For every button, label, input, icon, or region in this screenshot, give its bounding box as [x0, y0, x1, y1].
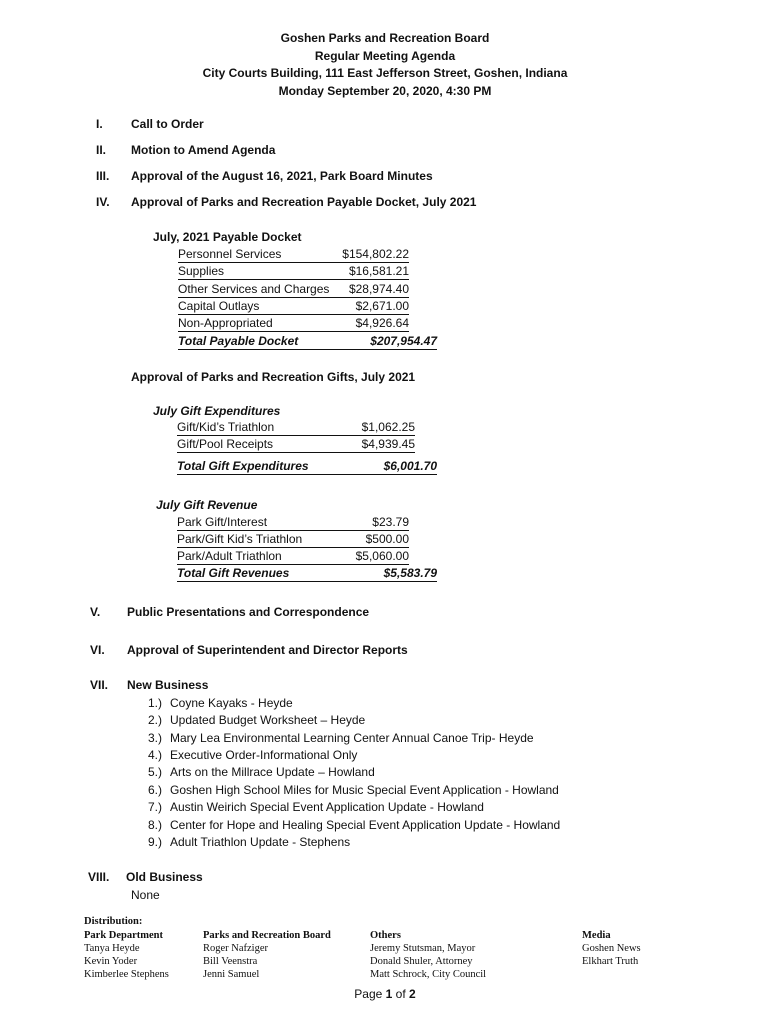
item-text: Executive Order-Informational Only — [170, 748, 358, 762]
section-1-title: Call to Order — [131, 117, 204, 131]
gift-revenue-row — [177, 549, 409, 566]
new-business-item — [148, 713, 365, 727]
header-subtitle: Regular Meeting Agenda — [314, 48, 456, 63]
distribution-park-department — [84, 929, 169, 981]
item-number: 4.) — [148, 748, 163, 762]
docket-row-label: Capital Outlays — [178, 299, 260, 313]
distribution-name: Jeremy Stutsman, Mayor — [370, 943, 476, 954]
new-business-item — [148, 783, 559, 797]
docket-total-amount: $207,954.47 — [370, 334, 437, 348]
item-number: 9.) — [148, 835, 163, 849]
new-business-item — [148, 731, 534, 745]
docket-row-label: Personnel Services — [178, 247, 282, 261]
gift-expenditure-row — [177, 420, 415, 437]
section-5-number: V. — [90, 605, 101, 619]
item-text: Austin Weirich Special Event Application Update - Howland — [170, 800, 484, 814]
section-2-title: Motion to Amend Agenda — [131, 143, 276, 157]
gift-expenditure-label: Gift/Pool Receipts — [177, 437, 274, 451]
new-business-item — [148, 818, 560, 832]
page-footer — [0, 987, 770, 1001]
gift-expenditures-total-amount: $6,001.70 — [383, 459, 437, 473]
new-business-item — [148, 765, 375, 779]
page-total: 2 — [409, 987, 416, 1001]
old-business-text: None — [131, 888, 160, 902]
gift-revenue-total-label: Total Gift Revenues — [177, 566, 290, 580]
distribution-column-title: Media — [582, 930, 611, 941]
gifts-heading: Approval of Parks and Recreation Gifts, July 2021 — [131, 370, 416, 384]
section-4-title: Approval of Parks and Recreation Payable Docket, July 2021 — [131, 195, 477, 209]
section-2-number: II. — [96, 143, 107, 157]
gift-revenue-amount: $5,060.00 — [355, 549, 409, 563]
item-number: 7.) — [148, 800, 163, 814]
section-6-number: VI. — [90, 643, 105, 657]
item-number: 2.) — [148, 713, 163, 727]
distribution-name: Roger Nafziger — [203, 943, 269, 954]
gift-revenue-row — [177, 532, 409, 549]
header-location: City Courts Building, 111 East Jefferson Street, Goshen, Indiana — [202, 66, 568, 80]
section-8-title: Old Business — [126, 870, 203, 884]
gift-revenue-label: Park Gift/Interest — [177, 515, 268, 529]
item-text: Goshen High School Miles for Music Special Event Application - Howland — [170, 783, 559, 797]
docket-row-amount: $28,974.40 — [348, 282, 409, 296]
distribution-name: Matt Schrock, City Council — [370, 969, 487, 980]
section-5-title: Public Presentations and Correspondence — [127, 605, 370, 619]
page-word: Page — [354, 987, 383, 1001]
item-number: 8.) — [148, 818, 163, 832]
distribution-name: Goshen News — [582, 943, 641, 954]
distribution-name: Kevin Yoder — [84, 956, 138, 967]
item-text: Adult Triathlon Update - Stephens — [170, 835, 351, 849]
distribution-column-title: Parks and Recreation Board — [203, 930, 331, 941]
docket-row-label: Other Services and Charges — [178, 282, 330, 296]
docket-row — [178, 264, 409, 281]
distribution-column-title: Others — [370, 930, 401, 941]
docket-total-label: Total Payable Docket — [178, 334, 299, 348]
gift-expenditures-heading: July Gift Expenditures — [153, 404, 281, 418]
header-datetime: Monday September 20, 2020, 4:30 PM — [278, 83, 492, 98]
gift-revenue-label: Park/Adult Triathlon — [177, 549, 282, 563]
docket-heading: July, 2021 Payable Docket — [153, 230, 302, 244]
distribution-name: Bill Veenstra — [203, 956, 258, 967]
distribution-label: Distribution: — [84, 916, 143, 927]
item-number: 5.) — [148, 765, 163, 779]
distribution-name: Elkhart Truth — [582, 956, 639, 967]
docket-row-amount: $2,671.00 — [355, 299, 409, 313]
gift-revenue-row — [177, 515, 409, 532]
docket-row-amount: $154,802.22 — [342, 247, 409, 261]
section-4-number: IV. — [96, 195, 110, 209]
section-8-number: VIII. — [88, 870, 110, 884]
docket-row — [178, 299, 409, 316]
new-business-item — [148, 835, 350, 849]
new-business-item — [148, 800, 484, 814]
docket-total-row — [178, 334, 437, 351]
section-3-title: Approval of the August 16, 2021, Park Board Minutes — [131, 169, 433, 183]
item-text: Center for Hope and Healing Special Event Application Update - Howland — [170, 818, 561, 832]
distribution-name: Kimberlee Stephens — [84, 969, 169, 980]
item-number: 1.) — [148, 696, 163, 710]
page-number: 1 — [385, 987, 393, 1001]
gift-expenditures-total-label: Total Gift Expenditures — [177, 459, 309, 473]
item-text: Coyne Kayaks - Heyde — [170, 696, 293, 710]
docket-row — [178, 316, 409, 333]
gift-expenditures-total-row — [177, 459, 437, 476]
gift-revenue-total-row — [177, 566, 437, 583]
section-7-title: New Business — [127, 678, 209, 692]
docket-row-amount: $4,926.64 — [355, 316, 409, 330]
docket-row-label: Supplies — [178, 264, 225, 278]
of-word: of — [395, 987, 406, 1001]
docket-row-amount: $16,581.21 — [348, 264, 409, 278]
section-1-number: I. — [96, 117, 103, 131]
new-business-item — [148, 696, 293, 710]
distribution-name: Donald Shuler, Attorney — [370, 956, 473, 967]
item-text: Updated Budget Worksheet – Heyde — [170, 713, 366, 727]
gift-expenditure-row — [177, 437, 415, 454]
section-3-number: III. — [96, 169, 110, 183]
gift-revenue-heading: July Gift Revenue — [156, 498, 258, 512]
docket-row — [178, 247, 409, 264]
section-7-number: VII. — [90, 678, 109, 692]
item-text: Mary Lea Environmental Learning Center Annual Canoe Trip- Heyde — [170, 731, 534, 745]
header-title: Goshen Parks and Recreation Board — [280, 31, 490, 45]
distribution-column-title: Park Department — [84, 930, 164, 941]
distribution-name: Tanya Heyde — [84, 943, 140, 954]
gift-expenditure-label: Gift/Kid’s Triathlon — [177, 420, 275, 434]
agenda-header — [0, 30, 770, 100]
section-6-title: Approval of Superintendent and Director Reports — [127, 643, 408, 657]
item-number: 3.) — [148, 731, 163, 745]
new-business-item — [148, 748, 357, 762]
docket-row-label: Non-Appropriated — [178, 316, 273, 330]
distribution-name: Jenni Samuel — [203, 969, 260, 980]
distribution-others — [370, 929, 486, 981]
docket-row — [178, 282, 409, 299]
gift-revenue-amount: $23.79 — [372, 515, 409, 529]
gift-revenue-amount: $500.00 — [365, 532, 409, 546]
gift-revenue-label: Park/Gift Kid’s Triathlon — [177, 532, 303, 546]
item-number: 6.) — [148, 783, 163, 797]
distribution-media — [582, 929, 641, 968]
distribution-board — [203, 929, 331, 981]
item-text: Arts on the Millrace Update – Howland — [170, 765, 375, 779]
gift-expenditure-amount: $4,939.45 — [361, 437, 415, 451]
gift-revenue-total-amount: $5,583.79 — [383, 566, 437, 580]
gift-expenditure-amount: $1,062.25 — [361, 420, 415, 434]
